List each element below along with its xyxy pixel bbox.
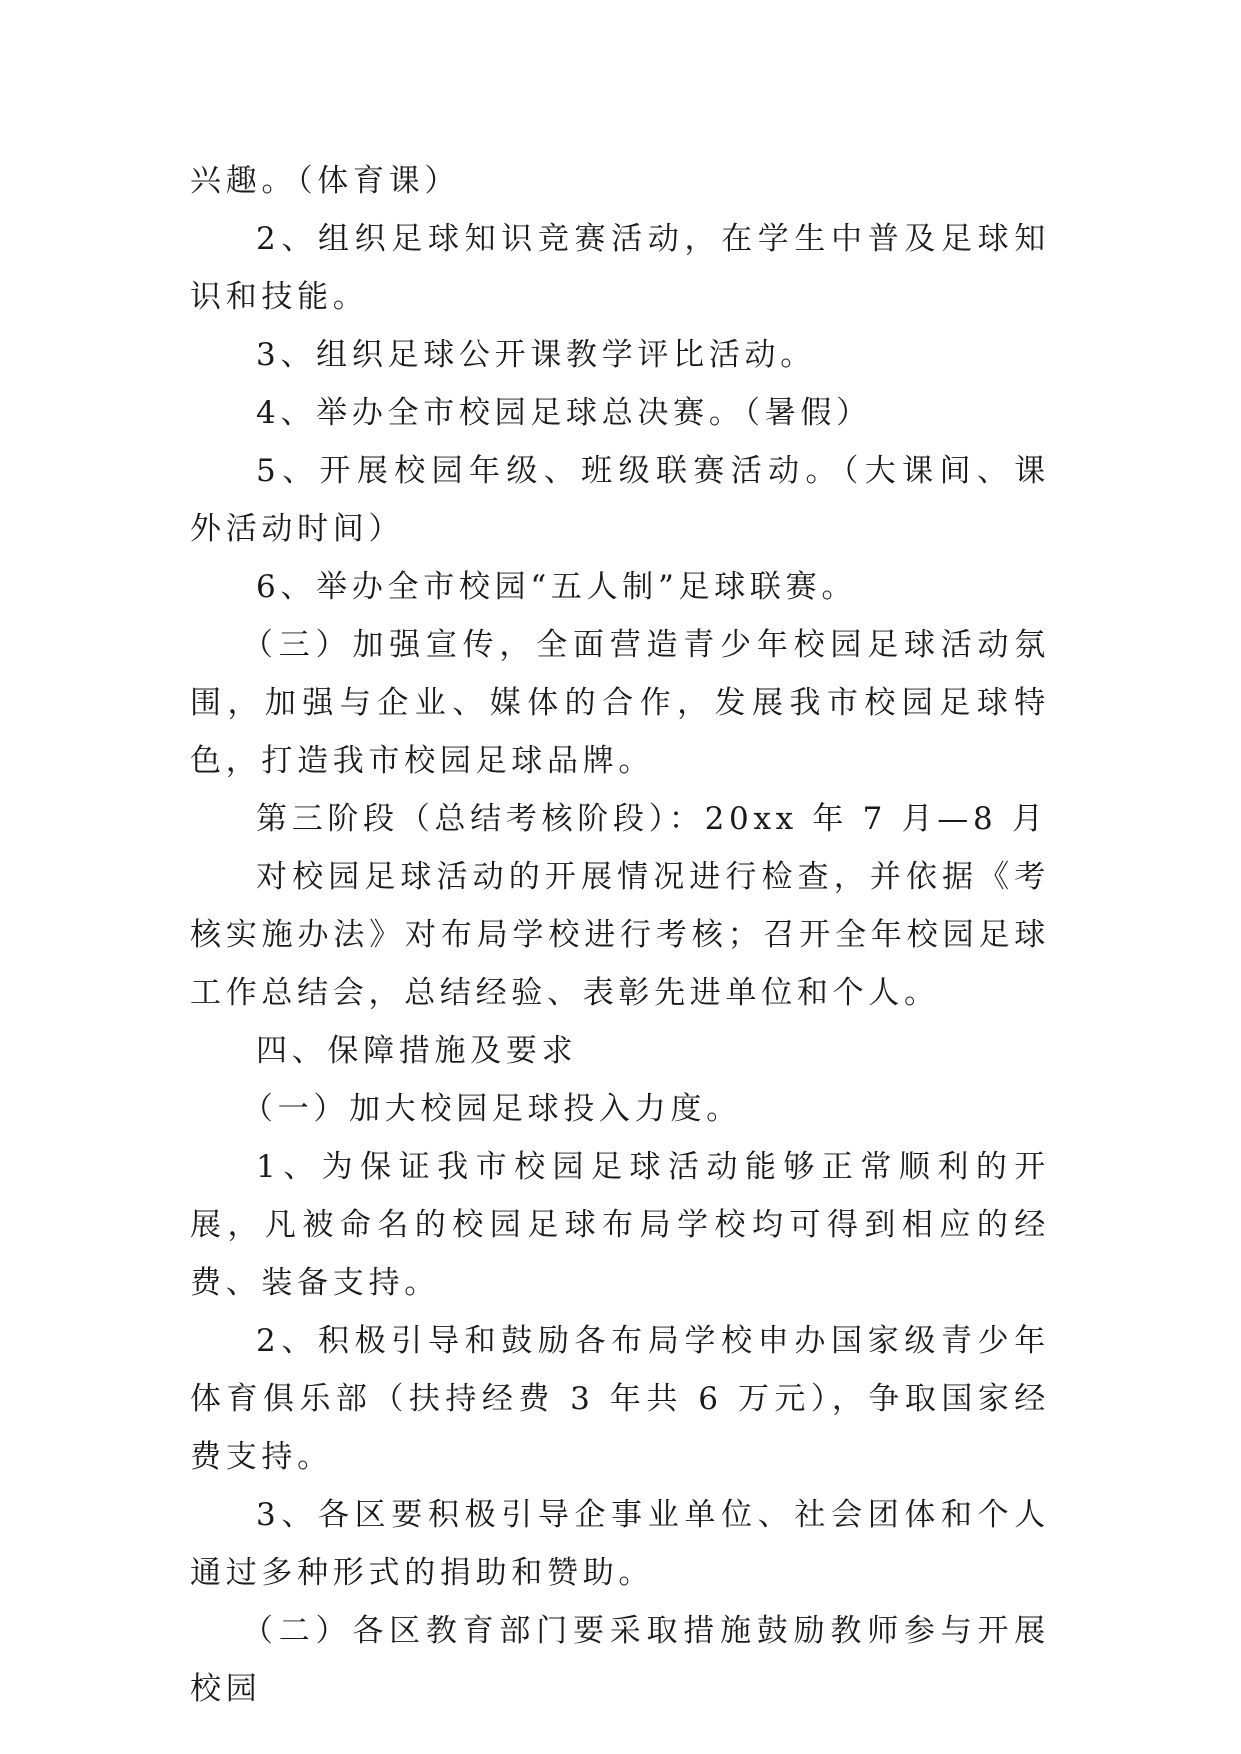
paragraph-safeguard-3: 3、各区要积极引导企事业单位、社会团体和个人通过多种形式的捐助和赞助。 bbox=[190, 1497, 1050, 1591]
paragraph-safeguard-2: 2、积极引导和鼓励各布局学校申办国家级青少年体育俱乐部（扶持经费 3 年共 6 万元），争取国家经费支持。 bbox=[190, 1323, 1050, 1475]
paragraph-section-3: （三）加强宣传，全面营造青少年校园足球活动氛围，加强与企业、媒体的合作，发展我市校园足球特色，打造我市校园足球品牌。 bbox=[190, 627, 1050, 779]
paragraph-item-2: 2、组织足球知识竞赛活动，在学生中普及足球知识和技能。 bbox=[190, 221, 1050, 315]
document-body bbox=[190, 152, 1050, 1718]
subsection-heading-1: （一）加大校园足球投入力度。 bbox=[242, 1091, 742, 1127]
paragraph-item-4: 4、举办全市校园足球总决赛。（暑假） bbox=[256, 395, 872, 431]
paragraph-item-6: 6、举办全市校园“五人制”足球联赛。 bbox=[256, 569, 858, 605]
paragraph-safeguard-1: 1、为保证我市校园足球活动能够正常顺利的开展，凡被命名的校园足球布局学校均可得到相应的经费、装备支持。 bbox=[190, 1149, 1050, 1301]
paragraph-item-3: 3、组织足球公开课教学评比活动。 bbox=[256, 337, 816, 373]
paragraph-stage-3-heading: 第三阶段（总结考核阶段）：20xx 年 7 月—8 月 bbox=[256, 801, 1048, 837]
paragraph-continuation: 兴趣。（体育课） bbox=[190, 163, 461, 199]
paragraph-item-5: 5、开展校园年级、班级联赛活动。（大课间、课外活动时间） bbox=[190, 453, 1050, 547]
paragraph-stage-3-body: 对校园足球活动的开展情况进行检查，并依据《考核实施办法》对布局学校进行考核；召开全年校园足球工作总结会，总结经验、表彰先进单位和个人。 bbox=[190, 859, 1050, 1011]
section-heading-safeguards: 四、保障措施及要求 bbox=[256, 1033, 578, 1069]
subsection-heading-2: （二）各区教育部门要采取措施鼓励教师参与开展校园 bbox=[190, 1613, 1050, 1707]
